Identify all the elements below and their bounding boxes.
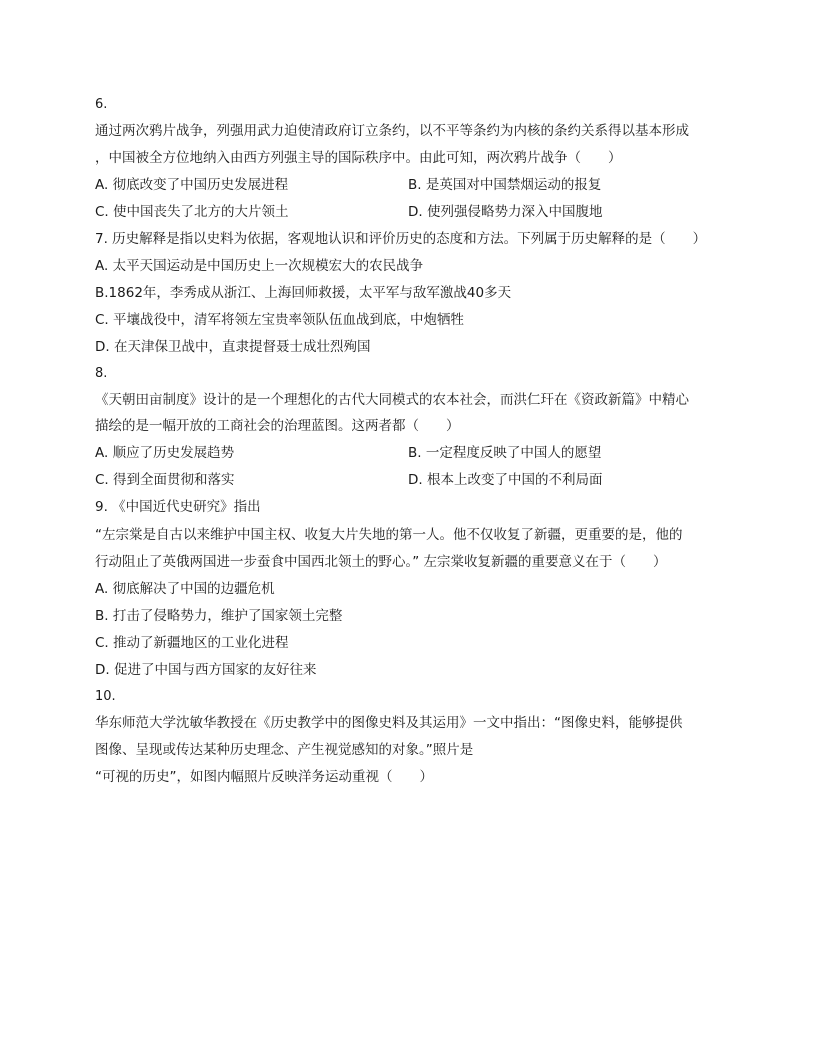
question-10-stem-line-3: “可视的历史”，如图内幅照片反映洋务运动重视（ ） xyxy=(95,769,433,785)
question-9-option-a: A. 彻底解决了中国的边疆危机 xyxy=(95,581,275,597)
question-9-option-c: C. 推动了新疆地区的工业化进程 xyxy=(95,635,289,651)
question-10-stem-line-2: 图像、呈现或传达某种历史理念、产生视觉感知的对象。”照片是 xyxy=(95,742,474,758)
question-9-stem-line-1: 9. 《中国近代史研究》指出 xyxy=(95,499,261,515)
question-6-number: 6. xyxy=(95,97,108,112)
question-6-stem-line-2: ，中国被全方位地纳入由西方列强主导的国际秩序中。由此可知，两次鸦片战争（ ） xyxy=(95,150,622,166)
question-6-option-d: D. 使列强侵略势力深入中国腹地 xyxy=(408,204,603,220)
question-6-option-a: A. 彻底改变了中国历史发展进程 xyxy=(95,177,289,193)
question-7-stem: 7. 历史解释是指以史料为依据，客观地认识和评价历史的态度和方法。下列属于历史解释的是（ ） xyxy=(95,231,707,247)
question-9-stem-line-3: 行动阻止了英俄两国进一步蚕食中国西北领土的野心。” 左宗棠收复新疆的重要意义在于（ ） xyxy=(95,554,667,570)
question-10-number: 10. xyxy=(95,689,116,704)
question-7-option-c: C. 平壤战役中，清军将领左宝贵率领队伍血战到底，中炮牺牲 xyxy=(95,312,465,328)
question-8-option-a: A. 顺应了历史发展趋势 xyxy=(95,445,235,461)
question-8-number: 8. xyxy=(95,366,108,381)
question-7-option-b: B.1862年，李秀成从浙江、上海回师救援，太平军与敌军激战40多天 xyxy=(95,285,512,301)
question-10-stem-line-1: 华东师范大学沈敏华教授在《历史教学中的图像史料及其运用》一文中指出：“图像史料，能够提供 xyxy=(95,715,683,731)
question-8-option-c: C. 得到全面贯彻和落实 xyxy=(95,472,235,488)
question-6-stem-line-1: 通过两次鸦片战争，列强用武力迫使清政府订立条约，以不平等条约为内核的条约关系得以基本形成 xyxy=(95,123,689,139)
question-8-option-d: D. 根本上改变了中国的不利局面 xyxy=(408,472,603,488)
question-7-option-d: D. 在天津保卫战中，直隶提督聂士成壮烈殉国 xyxy=(95,339,371,355)
question-8-stem-line-1: 《天朝田亩制度》设计的是一个理想化的古代大同模式的农本社会，而洪仁玕在《资政新篇》中精心 xyxy=(95,392,689,408)
question-8-option-b: B. 一定程度反映了中国人的愿望 xyxy=(408,445,602,461)
question-8-stem-line-2: 描绘的是一幅开放的工商社会的治理蓝图。这两者都（ ） xyxy=(95,418,460,434)
question-9-option-b: B. 打击了侵略势力，维护了国家领土完整 xyxy=(95,608,343,624)
question-6-option-b: B. 是英国对中国禁烟运动的报复 xyxy=(408,177,602,193)
question-7-option-a: A. 太平天国运动是中国历史上一次规模宏大的农民战争 xyxy=(95,258,424,274)
question-9-stem-line-2: “左宗棠是自古以来维护中国主权、收复大片失地的第一人。他不仅收复了新疆，更重要的是，他的 xyxy=(95,527,683,543)
question-6-option-c: C. 使中国丧失了北方的大片领土 xyxy=(95,204,289,220)
question-9-option-d: D. 促进了中国与西方国家的友好往来 xyxy=(95,662,317,678)
